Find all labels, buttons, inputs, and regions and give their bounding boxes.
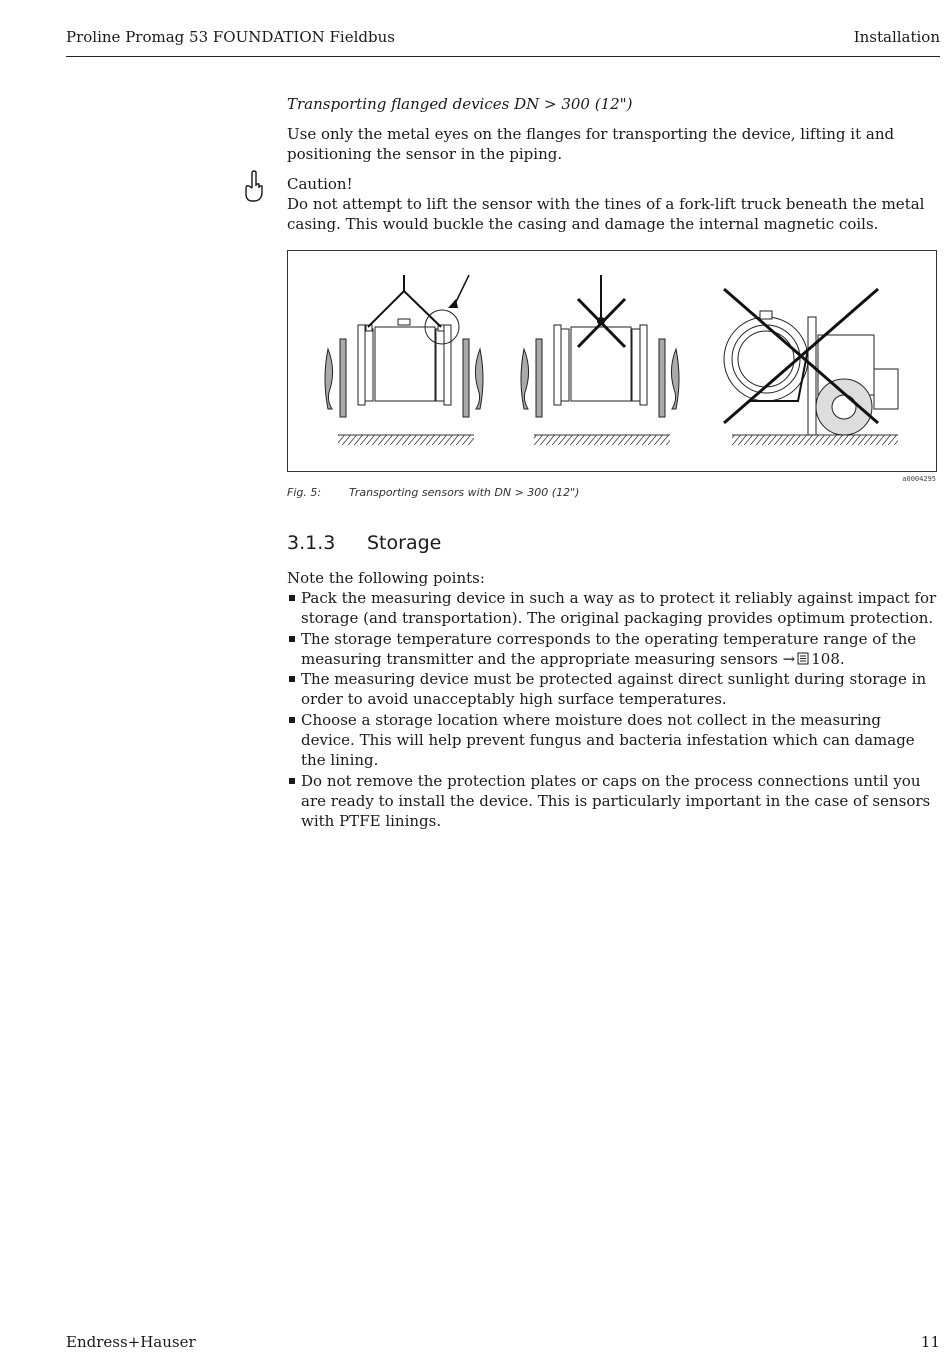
caution-note bbox=[287, 174, 939, 234]
figure-caption bbox=[287, 486, 939, 502]
transport-intro: Use only the metal eyes on the flanges for transporting the device, lifting it and positioning the sensor in the piping. bbox=[287, 125, 895, 163]
caution-text: Do not attempt to lift the sensor with the tines of a fork-lift truck beneath the metal casing. This would buckle the casing and damage the internal magnetic coils. bbox=[287, 195, 925, 233]
page-reference-link[interactable]: 108. bbox=[811, 649, 845, 668]
list-item: Do not remove the protection plates or caps on the process connections until you are ready to install the device. This is particularly important in the case of sensors with PTFE linings. bbox=[287, 771, 939, 832]
bullet-icon bbox=[289, 636, 295, 642]
storage-intro: Note the following points: bbox=[287, 569, 485, 587]
incorrect-lifting-drawing bbox=[521, 275, 679, 445]
caution-label: Caution! bbox=[287, 175, 353, 193]
page-reference-icon[interactable] bbox=[797, 652, 809, 665]
list-item: Pack the measuring device in such a way as to protect it reliably against impact for storage (and transportation). The original packaging provides optimum protection. bbox=[287, 588, 939, 629]
pointing-hand-icon bbox=[243, 170, 265, 204]
section-title: Storage bbox=[367, 532, 442, 554]
company-name: Endress+Hauser bbox=[66, 1333, 196, 1351]
document-title: Proline Promag 53 FOUNDATION Fieldbus bbox=[66, 28, 395, 46]
page-header bbox=[66, 28, 940, 57]
correct-lifting-drawing bbox=[325, 275, 483, 445]
bullet-icon bbox=[289, 778, 295, 784]
bullet-icon bbox=[289, 595, 295, 601]
section-number: 3.1.3 bbox=[287, 532, 336, 554]
figure-id: a0004295 bbox=[902, 475, 936, 483]
list-item: The measuring device must be protected against direct sunlight during storage in order to avoid unacceptably high surface temperatures. bbox=[287, 669, 939, 710]
list-item: The storage temperature corresponds to the operating temperature range of the measuring transmitter and the appropriate measuring sensors → 108. bbox=[287, 629, 939, 670]
main-content bbox=[287, 94, 939, 832]
chapter-title: Installation bbox=[853, 28, 940, 46]
reference-arrow: → bbox=[782, 649, 796, 668]
bullet-icon bbox=[289, 717, 295, 723]
bullet-icon bbox=[289, 676, 295, 682]
storage-list bbox=[287, 588, 939, 832]
list-item: Choose a storage location where moisture does not collect in the measuring device. This will help prevent fungus and bacteria infestation which can damage the lining. bbox=[287, 710, 939, 771]
figure-number: Fig. 5: bbox=[287, 486, 322, 499]
forklift-drawing bbox=[724, 289, 898, 445]
figure-caption-text: Transporting sensors with DN > 300 (12") bbox=[349, 486, 580, 499]
transport-figure bbox=[287, 250, 937, 483]
storage-heading bbox=[287, 532, 939, 558]
page-number: 11 bbox=[920, 1333, 940, 1351]
transport-illustration bbox=[288, 251, 938, 473]
transport-subtitle: Transporting flanged devices DN > 300 (12") bbox=[287, 95, 633, 113]
